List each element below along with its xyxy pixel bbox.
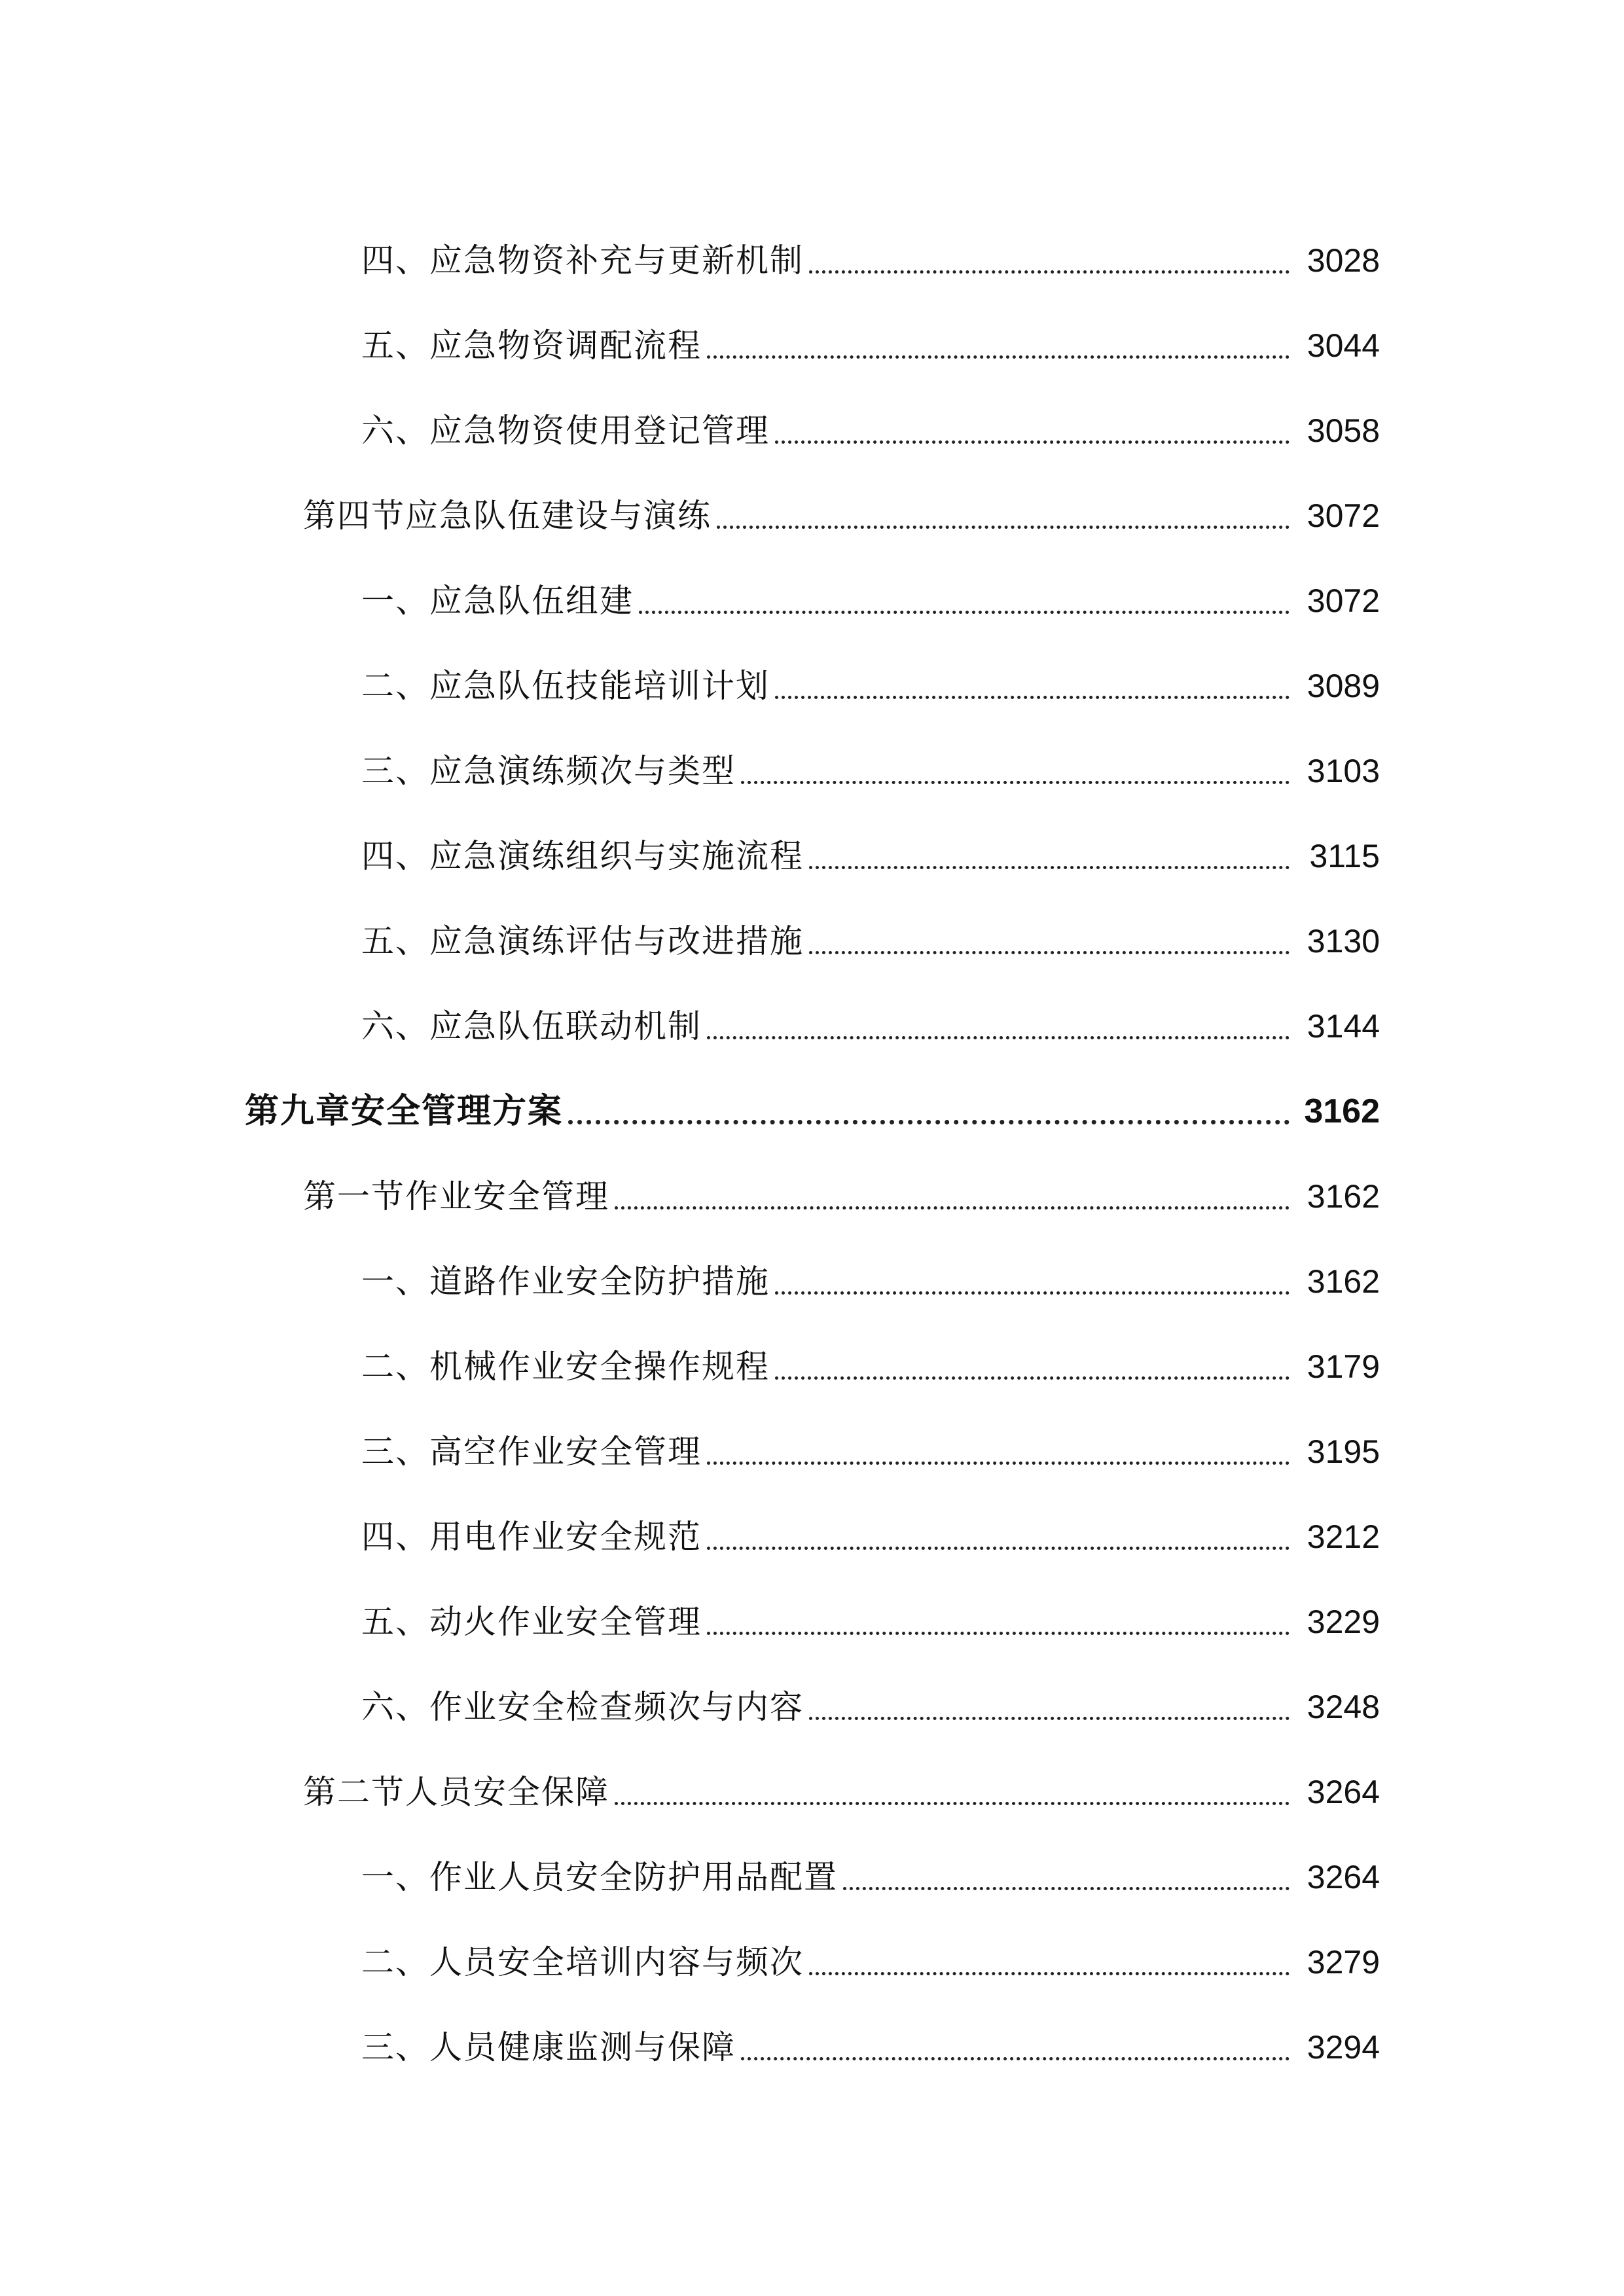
toc-entry-title: 第九章安全管理方案 <box>245 1092 564 1131</box>
toc-entry-page: 3162 <box>1307 1178 1380 1215</box>
toc-entry-title: 四、应急物资补充与更新机制 <box>361 242 804 279</box>
toc-entry-title: 三、应急演练频次与类型 <box>361 752 736 790</box>
toc-entry[interactable] <box>0 1484 1624 1570</box>
toc-entry-page: 3130 <box>1307 923 1380 960</box>
toc-entry-title: 一、作业人员安全防护用品配置 <box>361 1858 838 1896</box>
toc-entry[interactable] <box>0 719 1624 804</box>
toc-entry-title: 四、用电作业安全规范 <box>361 1518 702 1556</box>
toc-entry[interactable] <box>0 1995 1624 2080</box>
dot-leader <box>717 526 1290 529</box>
toc-section-entry[interactable] <box>0 1740 1624 1825</box>
toc-entry-title: 六、应急物资使用登记管理 <box>361 412 770 450</box>
toc-entry-title: 四、应急演练组织与实施流程 <box>361 837 804 875</box>
toc-entry[interactable] <box>0 974 1624 1059</box>
toc-entry[interactable] <box>0 1314 1624 1399</box>
dot-leader <box>809 1717 1290 1720</box>
toc-entry-page: 3229 <box>1307 1604 1380 1640</box>
toc-entry-page: 3103 <box>1307 753 1380 789</box>
toc-entry-page: 3162 <box>1307 1263 1380 1300</box>
toc-entry[interactable] <box>0 548 1624 634</box>
toc-entry-page: 3044 <box>1307 327 1380 364</box>
toc-section-entry[interactable] <box>0 1144 1624 1229</box>
dot-leader <box>809 866 1290 869</box>
toc-section-entry[interactable] <box>0 463 1624 548</box>
toc-entry-title: 六、应急队伍联动机制 <box>361 1007 702 1045</box>
dot-leader <box>568 1120 1290 1124</box>
toc-entry-page: 3179 <box>1307 1348 1380 1385</box>
dot-leader <box>775 1376 1290 1380</box>
toc-entry-title: 三、高空作业安全管理 <box>361 1433 702 1471</box>
table-of-contents <box>0 208 1624 2080</box>
dot-leader <box>707 355 1290 359</box>
toc-entry-title: 二、机械作业安全操作规程 <box>361 1348 770 1386</box>
toc-entry-page: 3072 <box>1307 583 1380 619</box>
toc-entry[interactable] <box>0 804 1624 889</box>
toc-entry-page: 3264 <box>1307 1774 1380 1810</box>
toc-entry-title: 一、应急队伍组建 <box>361 582 634 620</box>
toc-entry-page: 3162 <box>1304 1092 1380 1130</box>
dot-leader <box>809 270 1290 274</box>
toc-entry[interactable] <box>0 1229 1624 1314</box>
toc-entry[interactable] <box>0 293 1624 378</box>
toc-entry[interactable] <box>0 208 1624 293</box>
toc-entry-page: 3294 <box>1307 2029 1380 2066</box>
toc-entry-page: 3212 <box>1307 1518 1380 1555</box>
toc-entry-title: 三、人员健康监测与保障 <box>361 2028 736 2066</box>
toc-entry-title: 二、应急队伍技能培训计划 <box>361 667 770 705</box>
toc-entry-page: 3072 <box>1307 497 1380 534</box>
dot-leader <box>639 611 1290 614</box>
toc-entry[interactable] <box>0 1570 1624 1655</box>
toc-entry-title: 第四节应急队伍建设与演练 <box>303 497 712 535</box>
toc-entry-title: 六、作业安全检查频次与内容 <box>361 1688 804 1726</box>
dot-leader <box>775 1291 1290 1295</box>
toc-entry-page: 3058 <box>1307 412 1380 449</box>
dot-leader <box>615 1802 1290 1805</box>
toc-entry-title: 二、人员安全培训内容与频次 <box>361 1943 804 1981</box>
toc-entry-title: 五、应急演练评估与改进措施 <box>361 922 804 960</box>
toc-entry-page: 3248 <box>1307 1689 1380 1725</box>
dot-leader <box>615 1206 1290 1210</box>
toc-entry-title: 五、应急物资调配流程 <box>361 327 702 365</box>
dot-leader <box>741 2057 1290 2060</box>
toc-chapter-entry[interactable] <box>0 1059 1624 1144</box>
toc-entry-page: 3028 <box>1307 242 1380 279</box>
dot-leader <box>707 1036 1290 1039</box>
toc-entry[interactable] <box>0 378 1624 463</box>
dot-leader <box>741 781 1290 784</box>
toc-entry-title: 五、动火作业安全管理 <box>361 1603 702 1641</box>
toc-entry[interactable] <box>0 889 1624 974</box>
toc-entry-page: 3195 <box>1307 1433 1380 1470</box>
dot-leader <box>809 951 1290 954</box>
dot-leader <box>809 1972 1290 1975</box>
dot-leader <box>775 440 1290 444</box>
toc-entry-page: 3144 <box>1307 1008 1380 1045</box>
toc-entry-title: 第二节人员安全保障 <box>303 1773 609 1811</box>
toc-entry-page: 3115 <box>1309 838 1380 874</box>
toc-entry-page: 3264 <box>1307 1859 1380 1895</box>
dot-leader <box>775 696 1290 699</box>
toc-entry-page: 3089 <box>1307 668 1380 704</box>
toc-entry[interactable] <box>0 1910 1624 1995</box>
toc-entry-title: 一、道路作业安全防护措施 <box>361 1263 770 1300</box>
toc-entry[interactable] <box>0 1399 1624 1484</box>
dot-leader <box>707 1547 1290 1550</box>
dot-leader <box>707 1632 1290 1635</box>
toc-entry-title: 第一节作业安全管理 <box>303 1177 609 1215</box>
dot-leader <box>843 1887 1290 1890</box>
toc-entry[interactable] <box>0 1825 1624 1910</box>
toc-entry[interactable] <box>0 634 1624 719</box>
toc-entry[interactable] <box>0 1655 1624 1740</box>
dot-leader <box>707 1462 1290 1465</box>
toc-entry-page: 3279 <box>1307 1944 1380 1981</box>
